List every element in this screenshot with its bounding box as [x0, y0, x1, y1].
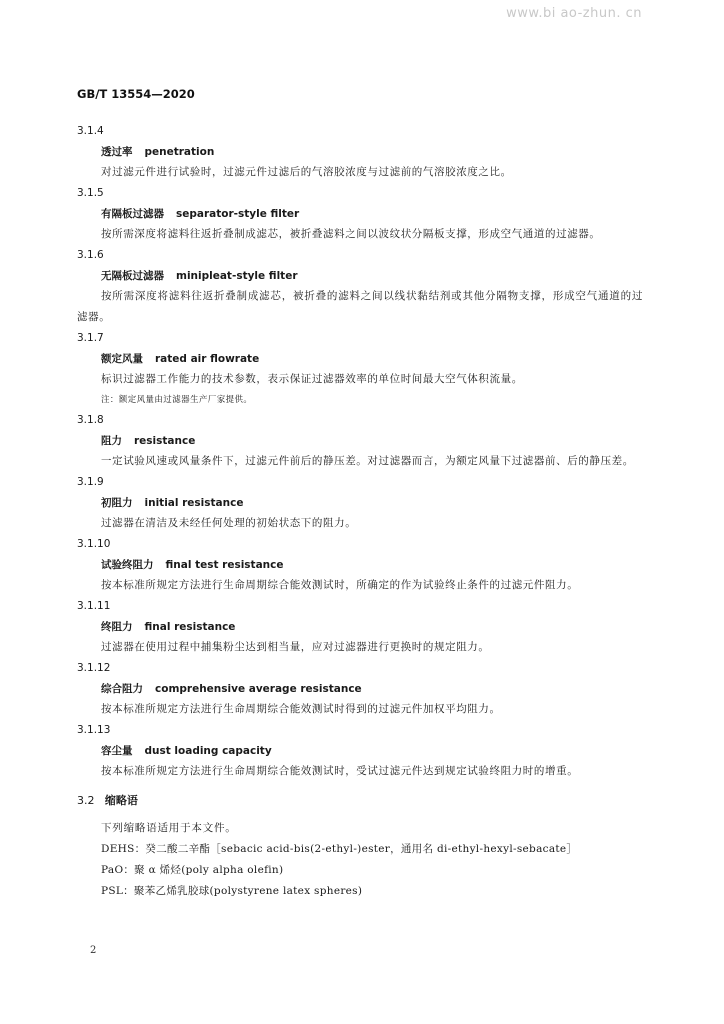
abbreviation-item: PSL：聚苯乙烯乳胶球(polystyrene latex spheres)	[101, 885, 363, 897]
abbreviation-item: PaO：聚 α 烯烃(poly alpha olefin)	[101, 864, 284, 876]
term-title	[77, 204, 643, 224]
term-number: 3.1.7	[77, 332, 104, 344]
term-chinese: 综合阻力	[101, 683, 143, 695]
terms-list	[77, 121, 643, 782]
term-number: 3.1.12	[77, 662, 111, 674]
term-definition: 按本标准所规定方法进行生命周期综合能效测试时，受试过滤元件达到规定试验终阻力时的增重。	[101, 765, 579, 777]
page-number: 2	[90, 945, 97, 956]
term-chinese: 透过率	[101, 146, 133, 158]
watermark: www.bi ao-zhun. cn	[506, 6, 642, 21]
term-english: penetration	[144, 146, 215, 158]
term-english: comprehensive average resistance	[155, 683, 362, 695]
term-chinese: 终阻力	[101, 621, 133, 633]
term-entry	[77, 410, 643, 472]
term-entry	[77, 472, 643, 534]
term-definition: 过滤器在使用过程中捕集粉尘达到相当量，应对过滤器进行更换时的规定阻力。	[101, 641, 490, 653]
term-entry	[77, 328, 643, 410]
term-english: initial resistance	[144, 497, 244, 509]
term-title	[77, 679, 643, 699]
term-chinese: 额定风量	[101, 353, 143, 365]
term-chinese: 初阻力	[101, 497, 133, 509]
term-english: minipleat-style filter	[176, 270, 298, 282]
term-title	[77, 741, 643, 761]
term-chinese: 阻力	[101, 435, 122, 447]
term-chinese: 容尘量	[101, 745, 133, 757]
term-english: rated air flowrate	[155, 353, 260, 365]
term-note: 注：额定风量由过滤器生产厂家提供。	[101, 395, 253, 405]
term-number: 3.1.10	[77, 538, 111, 550]
term-title	[77, 493, 643, 513]
standard-code: GB/T 13554—2020	[77, 87, 195, 101]
term-entry	[77, 534, 643, 596]
section-title: 缩略语	[104, 794, 138, 807]
term-title	[77, 266, 643, 286]
term-definition: 标识过滤器工作能力的技术参数，表示保证过滤器效率的单位时间最大空气体积流量。	[101, 373, 523, 385]
term-chinese: 有隔板过滤器	[101, 208, 164, 220]
term-chinese: 无隔板过滤器	[101, 270, 164, 282]
term-english: final resistance	[144, 621, 236, 633]
term-definition: 按本标准所规定方法进行生命周期综合能效测试时得到的过滤元件加权平均阻力。	[101, 703, 501, 715]
term-english: final test resistance	[165, 559, 284, 571]
term-entry	[77, 720, 643, 782]
term-number: 3.1.6	[77, 249, 104, 261]
term-chinese: 试验终阻力	[101, 559, 154, 571]
term-number: 3.1.9	[77, 476, 104, 488]
term-english: separator-style filter	[176, 208, 300, 220]
abbreviations-intro: 下列缩略语适用于本文件。	[101, 822, 237, 834]
term-number: 3.1.8	[77, 414, 104, 426]
term-entry	[77, 658, 643, 720]
term-title	[77, 349, 643, 369]
term-english: resistance	[134, 435, 196, 447]
term-english: dust loading capacity	[144, 745, 272, 757]
term-definition: 过滤器在清洁及未经任何处理的初始状态下的阻力。	[101, 517, 357, 529]
term-definition: 对过滤元件进行试验时，过滤元件过滤后的气溶胶浓度与过滤前的气溶胶浓度之比。	[101, 166, 512, 178]
term-entry	[77, 596, 643, 658]
term-definition: 按所需深度将滤料往返折叠制成滤芯，被折叠的滤料之间以线状黏结剂或其他分隔物支撑，形成空气通道的过滤器。	[77, 290, 643, 323]
term-definition: 按所需深度将滤料往返折叠制成滤芯，被折叠滤料之间以波纹状分隔板支撑，形成空气通道的过滤器。	[101, 228, 601, 240]
term-title	[77, 555, 643, 575]
term-number: 3.1.13	[77, 724, 111, 736]
section-heading	[77, 788, 643, 818]
term-entry	[77, 183, 643, 245]
term-entry	[77, 121, 643, 183]
abbreviations-section	[77, 788, 643, 902]
term-title	[77, 142, 643, 162]
term-title	[77, 431, 643, 451]
term-number: 3.1.5	[77, 187, 104, 199]
term-number: 3.1.4	[77, 125, 104, 137]
term-definition: 按本标准所规定方法进行生命周期综合能效测试时，所确定的作为试验终止条件的过滤元件阻力。	[101, 579, 579, 591]
term-entry	[77, 245, 643, 328]
section-number: 3.2	[77, 794, 95, 807]
document-body	[77, 121, 643, 902]
term-title	[77, 617, 643, 637]
term-number: 3.1.11	[77, 600, 111, 612]
abbreviation-item: DEHS：癸二酸二辛酯［sebacic acid-bis(2-ethyl-)ester，通用名 di-ethyl-hexyl-sebacate］	[101, 843, 578, 855]
term-definition: 一定试验风速或风量条件下，过滤元件前后的静压差。对过滤器而言，为额定风量下过滤器前、后的静压差。	[101, 455, 634, 467]
